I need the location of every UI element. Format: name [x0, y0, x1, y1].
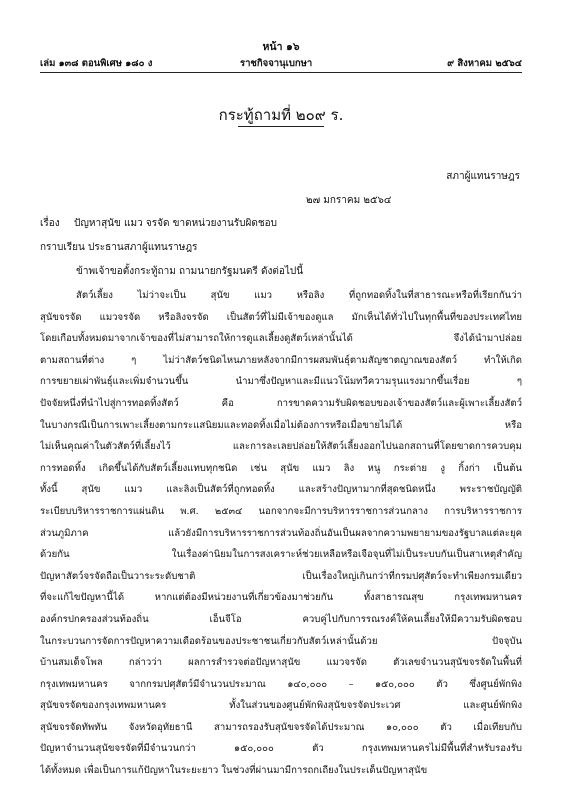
body-line: ด้วยกัน ในเรื่องค่านิยมในการสงเคราะห์ช่วยเหลือหรือเจือจุนที่ไม่เป็นระบบกันเป็นสาเหตุสำคัญ	[40, 549, 522, 561]
header-divider	[40, 72, 522, 73]
body-line: กรุงเทพมหานคร จากกรมปศุสัตว์มีจำนวนประมาณ ๑๔๐,๐๐๐ – ๑๕๐,๐๐๐ ตัว ซึ่งศูนย์พักพิง	[40, 678, 522, 690]
body-line: ปัญหาจำนวนสุนัขจรจัดที่มีจำนวนกว่า ๑๕๐,๐๐๐ ตัว กรุงเทพมหานครไม่มีพื้นที่สำหรับรองรับ	[40, 743, 522, 755]
title-underline	[238, 126, 324, 127]
body-line: โดยเกือบทั้งหมดมาจากเจ้าของที่ไม่สามารถให้การดูแลเลี้ยงดูสัตว์เหล่านั้นได้ จึงได้นำมาปล่อย	[40, 333, 522, 345]
body-line: องค์กรปกครองส่วนท้องถิ่น เอ็นจีโอ ควบคู่ไปกับการรณรงค์ให้คนเลี้ยงให้มีความรับผิดชอบ	[40, 613, 522, 625]
body-line: สุนัขจรจัด แมวจรจัด หรือลิงจรจัด เป็นสัตว์ที่ไม่มีเจ้าของดูแล มักเห็นได้ทั่วไปในทุกพื้นที่ของประเทศไทย	[40, 311, 522, 323]
gazette-header	[40, 56, 522, 70]
body-line: สุนัขจรจัดของกรุงเทพมหานคร ทั้งในส่วนของศูนย์พักพิงสุนัขจรจัดประเวศ และศูนย์พักพิง	[40, 700, 522, 712]
body-line: ระเบียบบริหารราชการแผ่นดิน พ.ศ. ๒๕๓๔ นอกจากจะมีการบริหารราชการส่วนกลาง การบริหารราชการ	[40, 505, 522, 517]
body-line: ในบางกรณีเป็นการเพาะเลี้ยงตามกระแสนิยมและทอดทิ้งเมื่อไม่ต้องการหรือเมื่อขายไม่ได้ หรือ	[40, 419, 522, 431]
body-line: ปัจจัยหนึ่งที่นำไปสู่การทอดทิ้งสัตว์ คือ การขาดความรับผิดชอบของเจ้าของสัตว์และผู้เพาะเลี้ยงสัตว์	[40, 397, 522, 409]
header-date: ๙ สิงหาคม ๒๕๖๔	[447, 58, 522, 69]
recipient: สภาผู้แทนราษฎร	[446, 171, 520, 182]
subject-text: ปัญหาสุนัข แมว จรจัด ขาดหน่วยงานรับผิดชอบ	[74, 218, 278, 229]
body-line: ส่วนภูมิภาค แล้วยังมีการบริหารราชการส่วนท้องถิ่นอันเป็นผลจากความพยายามของรัฐบาลแต่ละยุค	[40, 527, 522, 539]
body-line: บ้านสมเด็จโพล กล่าวว่า ผลการสำรวจต่อปัญหาสุนัข แมวจรจัด ตัวเลขจำนวนสุนัขจรจัดในพื้นที่	[40, 657, 522, 669]
body-line: ทั้งนี้ สุนัข แมว และลิงเป็นสัตว์ที่ถูกทอดทิ้ง และสร้างปัญหามากที่สุดชนิดหนึ่ง พระราชบัญญัติ	[40, 484, 522, 496]
letter-date: ๒๗ มกราคม ๒๕๖๔	[306, 195, 392, 206]
body-line: ปัญหาสัตว์จรจัดถือเป็นวาระระดับชาติ เป็นเรื่องใหญ่เกินกว่าที่กรมปศุสัตว์จะทำเพียงกรมเดียว	[40, 570, 522, 582]
subject-label: เรื่อง	[40, 218, 60, 229]
page-number: หน้า ๑๖	[262, 41, 300, 53]
header-gazette-name: ราชกิจจานุเบกษา	[240, 58, 313, 69]
body-line: ที่จะแก้ไขปัญหานี้ได้ หากแต่ต้องมีหน่วยงานที่เกี่ยวข้องมาช่วยกัน ทั้งสาธารณสุข กรุงเทพมหานคร	[40, 592, 522, 604]
body-line: ได้ทั้งหมด เพื่อเป็นการแก้ปัญหาในระยะยาว ในช่วงที่ผ่านมามีการถกเถียงในประเด็นปัญหาสุนัข	[40, 765, 428, 777]
salutation: กราบเรียน ประธานสภาผู้แทนราษฎร	[40, 242, 198, 253]
body-line: สัตว์เลี้ยง ไม่ว่าจะเป็น สุนัข แมว หรือลิง ที่ถูกทอดทิ้งในที่สาธารณะหรือที่เรียกกันว่า	[76, 290, 522, 301]
subject-line	[40, 216, 277, 231]
body-text	[40, 285, 522, 782]
document-title: กระทู้ถามที่ ๒๐๙ ร.	[218, 106, 344, 124]
body-line: ตามสถานที่ต่าง ๆ ไม่ว่าสัตว์ชนิดไหนภายหลังจากมีการผสมพันธุ์ตามสัญชาตญาณของสัตว์ ทำให้เกิด	[40, 354, 522, 366]
body-line: สุนัขจรจัดทัพทัน จังหวัดอุทัยธานี สามารถรองรับสุนัขจรจัดได้ประมาณ ๑๐,๐๐๐ ตัว เมื่อเทียบกับ	[40, 721, 522, 733]
opening-sentence: ข้าพเจ้าขอตั้งกระทู้ถาม ถามนายกรัฐมนตรี ดังต่อไปนี้	[76, 266, 304, 277]
body-line: ไม่เห็นคุณค่าในตัวสัตว์ที่เลี้ยงไว้ และการละเลยปล่อยให้สัตว์เลี้ยงออกไปนอกสถานที่โดยขาดการควบคุม	[40, 441, 522, 453]
body-line: การทอดทิ้ง เกิดขึ้นได้กับสัตว์เลี้ยงแทบทุกชนิด เช่น สุนัข แมว ลิง หนู กระต่าย งู กิ้งก่า เป็นต้น	[40, 462, 522, 474]
body-line: การขยายเผ่าพันธุ์และเพิ่มจำนวนขึ้น นำมาซึ่งปัญหาและมีแนวโน้มทวีความรุนแรงมากขึ้นเรื่อย ๆ	[40, 376, 522, 388]
body-line: ในกระบวนการจัดการปัญหาความเดือดร้อนของประชาชนเกี่ยวกับสัตว์เหล่านั้นด้วย ปัจจุบัน	[40, 635, 522, 647]
header-volume: เล่ม ๑๓๘ ตอนพิเศษ ๑๘๐ ง	[40, 58, 153, 69]
